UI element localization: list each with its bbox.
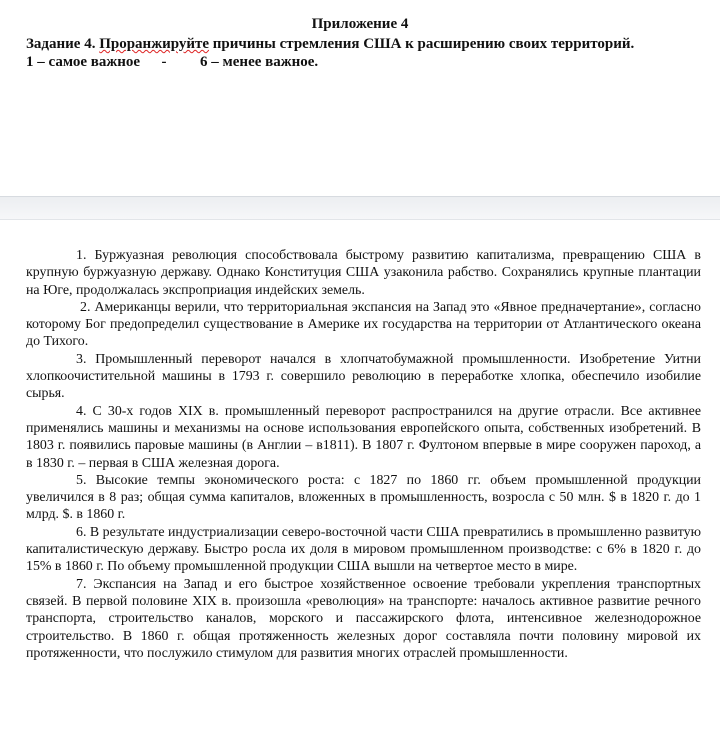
cause-item-5: 5. Высокие темпы экономического роста: с 1827 по 1860 гг. объем промышленной продукции увеличился в 8 раз; общая сумма капиталов, вложенных в промышленность, возросла с 50 млн. $ в 1820 г. до 1 млрд. $. в 1860 г. bbox=[26, 472, 701, 523]
cause-item-3: 3. Промышленный переворот начался в хлопчатобумажной промышленности. Изобретение Уитни хлопкоочистительной машины в 1793 г. совершило революцию в переработке хлопка, обеспечило изобилие сырья. bbox=[26, 351, 701, 402]
task-heading bbox=[26, 35, 706, 71]
scale-most: 1 – самое важное bbox=[26, 54, 141, 70]
task-verb: Проранжируйте bbox=[99, 36, 210, 52]
cause-item-6: 6. В результате индустриализации северо-восточной части США превратились в промышленно развитую капиталистическую державу. Быстро росла их доля в мировом промышленном производстве: с 6% в 1820 г. до 15% в 1860 г. По объему промышленной продукции США вышли на четвертое место в мире. bbox=[26, 524, 701, 575]
causes-list bbox=[26, 247, 701, 662]
task-line bbox=[26, 35, 706, 53]
appendix-title: Приложение 4 bbox=[311, 16, 409, 32]
task-rest: причины стремления США к расширению своих территорий. bbox=[212, 36, 635, 52]
cause-item-2: 2. Американцы верили, что территориальная экспансия на Запад это «Явное предначертание», согласно которому Бог предопределил существование в Америке их государства на территории от Атлантического океана до Тихого. bbox=[26, 299, 701, 350]
scale-least: 6 – менее важное. bbox=[200, 54, 319, 70]
cause-item-7: 7. Экспансия на Запад и его быстрое хозяйственное освоение требовали укрепления транспортных связей. В первой половине XIX в. произошла «революция» на транспорте: началось активное развитие речного транспорта, строительство каналов, морского и пассажирского флота, интенсивное железнодорожное строительство. В 1860 г. общая протяженность железных дорог составляла почти половину мировой их протяженности, что послужило стимулом для развития многих отраслей промышленности. bbox=[26, 576, 701, 661]
page-top bbox=[0, 0, 720, 196]
page-break bbox=[0, 196, 720, 220]
cause-item-4: 4. С 30-х годов XIX в. промышленный переворот распространился на другие отрасли. Все активнее применялись машины и механизмы на основе использования европейского опыта, собственных изобретений. В 1803 г. появились паровые машины (в Англии – в1811). В 1807 г. Фултоном впервые в мире сооружен пароход, а в 1830 г. – первая в США железная дорога. bbox=[26, 403, 701, 471]
cause-item-1: 1. Буржуазная революция способствовала быстрому развитию капитализма, превращению США в крупную буржуазную державу. Однако Конституция США узаконила рабство. Сохранялись крупные плантации на Юге, продолжалась экспроприация индейских земель. bbox=[26, 248, 701, 298]
ranking-scale bbox=[26, 53, 706, 71]
scale-separator: - bbox=[161, 54, 167, 70]
task-label: Задание 4. bbox=[26, 36, 96, 52]
